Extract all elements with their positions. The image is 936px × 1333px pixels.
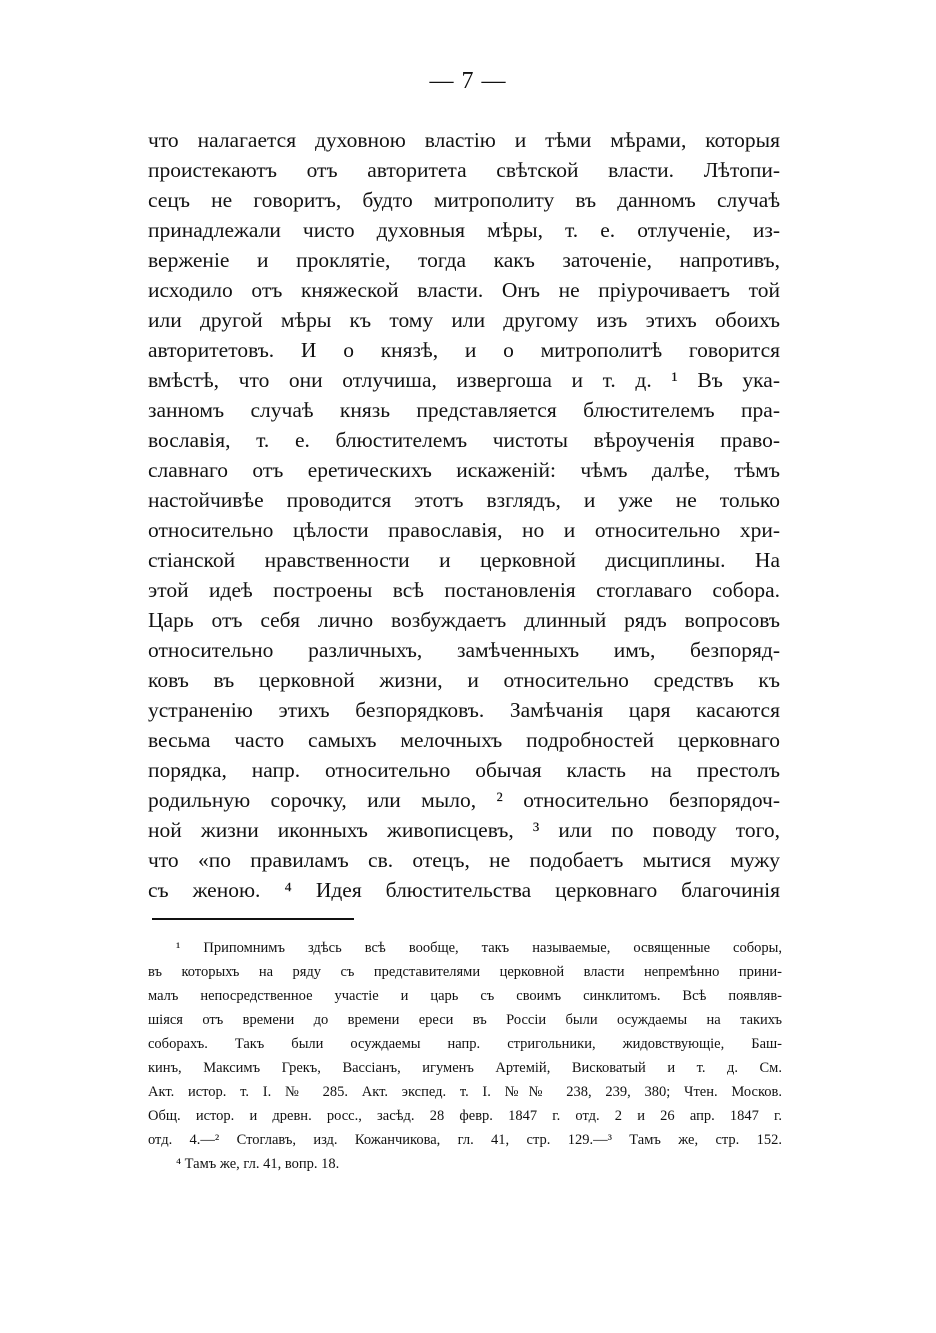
text-line: стіанской нравственности и церковной дисциплины. На xyxy=(148,548,780,572)
footnote-line: ¹ Припомнимъ здѣсь всѣ вообще, такъ называемые, освященные соборы, xyxy=(176,940,782,956)
footnote-line: Общ. истор. и древн. росс., засѣд. 28 февр. 1847 г. отд. 2 и 26 апр. 1847 г. xyxy=(148,1108,782,1124)
footnote-line: отд. 4.—² Стоглавъ, изд. Кожанчикова, гл. 41, стр. 129.—³ Тамъ же, стр. 152. xyxy=(148,1132,782,1148)
text-line: ковъ въ церковной жизни, и относительно средствъ къ xyxy=(148,668,780,692)
text-line: проистекаютъ отъ авторитета свѣтской власти. Лѣтопи- xyxy=(148,158,780,182)
footnote-line: въ которыхъ на ряду съ представителями церковной власти непремѣнно прини- xyxy=(148,964,782,980)
page-number: — 7 — xyxy=(429,68,507,94)
footnote-divider xyxy=(152,918,354,920)
text-line: вмѣстѣ, что они отлучиша, извергоша и т. д. ¹ Въ ука- xyxy=(148,368,780,392)
text-line: занномъ случаѣ князь представляется блюстителемъ пра- xyxy=(148,398,780,422)
text-line: этой идеѣ построены всѣ постановленія стоглаваго собора. xyxy=(148,578,780,602)
text-line: настойчивѣе проводится этотъ взглядъ, и уже не только xyxy=(148,488,780,512)
text-line: или другой мѣры къ тому или другому изъ этихъ обоихъ xyxy=(148,308,780,332)
footnote-line: малъ непосредственное участіе и царь съ своимъ синклитомъ. Всѣ появляв- xyxy=(148,988,782,1004)
footnote-line: Акт. истор. т. I. № 285. Акт. экспед. т. I. №№ 238, 239, 380; Чтен. Москов. xyxy=(148,1084,782,1100)
text-line: что «по правиламъ св. отецъ, не подобаетъ мытися мужу xyxy=(148,848,780,872)
text-line: исходило отъ княжеской власти. Онъ не пріурочиваетъ той xyxy=(148,278,780,302)
text-line: что налагается духовною властію и тѣми мѣрами, которыя xyxy=(148,128,780,152)
footnote-line: шіяся отъ времени до времени ереси въ Россіи были осуждаемы на такихъ xyxy=(148,1012,782,1028)
text-line: сецъ не говоритъ, будто митрополиту въ данномъ случаѣ xyxy=(148,188,780,212)
text-line: вославія, т. е. блюстителемъ чистоты вѣроученія право- xyxy=(148,428,780,452)
footnote-line: соборахъ. Такъ были осуждаемы напр. стригольники, жидовствующіе, Баш- xyxy=(148,1036,782,1052)
text-line: верженіе и проклятіе, тогда какъ заточеніе, напротивъ, xyxy=(148,248,780,272)
text-line: славнаго отъ еретическихъ искаженій: чѣмъ далѣе, тѣмъ xyxy=(148,458,780,482)
footnote-line: ⁴ Тамъ же, гл. 41, вопр. 18. xyxy=(176,1156,340,1172)
text-line: относительно цѣлости православія, но и относительно хри- xyxy=(148,518,780,542)
text-line: Царь отъ себя лично возбуждаетъ длинный рядъ вопросовъ xyxy=(148,608,780,632)
text-line: ной жизни иконныхъ живописцевъ, ³ или по поводу того, xyxy=(148,818,780,842)
text-line: принадлежали чисто духовныя мѣры, т. е. отлученіе, из- xyxy=(148,218,780,242)
footnote-line: кинъ, Максимъ Грекъ, Вассіанъ, игуменъ Артемій, Висковатый и т. д. См. xyxy=(148,1060,782,1076)
text-line: порядка, напр. относительно обычая класть на престолъ xyxy=(148,758,780,782)
text-line: родильную сорочку, или мыло, ² относительно безпорядоч- xyxy=(148,788,780,812)
text-line: весьма часто самыхъ мелочныхъ подробностей церковнаго xyxy=(148,728,780,752)
text-line: авторитетовъ. И о князѣ, и о митрополитѣ говорится xyxy=(148,338,780,362)
text-line: устраненію этихъ безпорядковъ. Замѣчанія царя касаются xyxy=(148,698,780,722)
text-line: относительно различныхъ, замѣченныхъ имъ, безпоряд- xyxy=(148,638,780,662)
text-line: съ женою. ⁴ Идея блюстительства церковнаго благочинія xyxy=(148,878,780,902)
